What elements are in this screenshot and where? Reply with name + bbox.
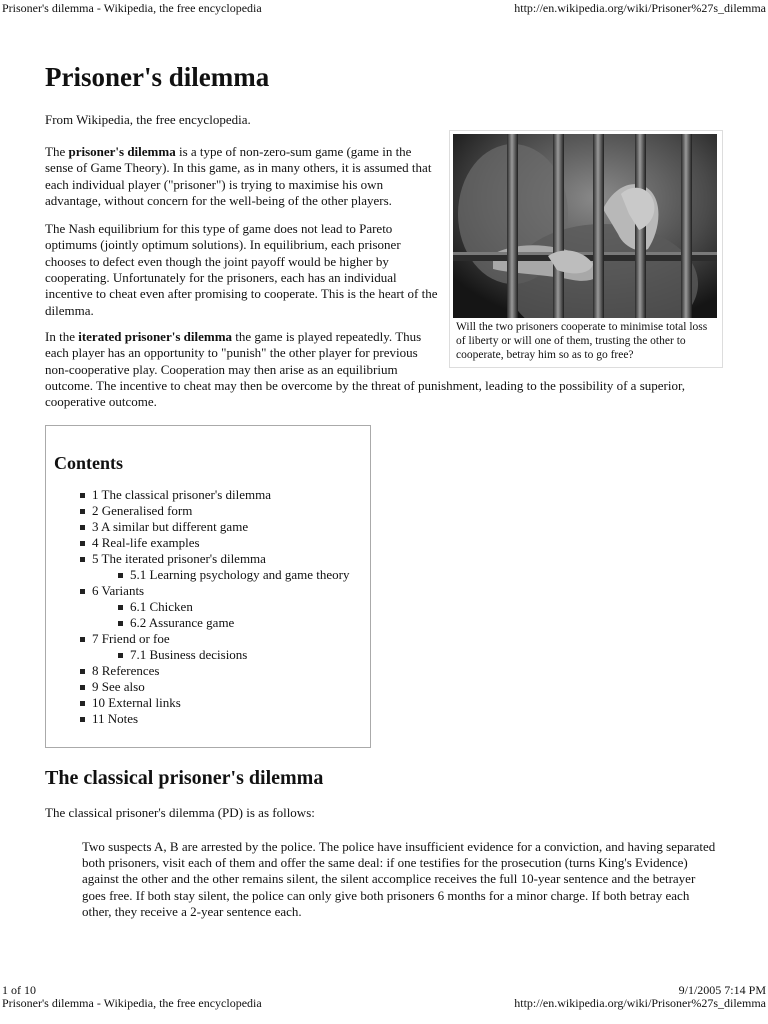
- section-intro: The classical prisoner's dilemma (PD) is as follows:: [45, 805, 315, 821]
- term-iterated-dilemma: iterated prisoner's dilemma: [78, 328, 233, 344]
- toc-item[interactable]: [80, 551, 362, 583]
- toc-link[interactable]: 4 Real-life examples: [92, 535, 200, 551]
- toc-list: [54, 487, 362, 727]
- toc-item[interactable]: [80, 711, 362, 727]
- intro-paragraph-1: The prisoner's dilemma is a type of non-zero-sum game (game in the sense of Game Theory). In this game, as in many others, it is assumed that each individual player ("prisoner") is trying to maximise his own advantage, without concern for the well-being of the other players.: [45, 144, 432, 208]
- toc-link[interactable]: 5 The iterated prisoner's dilemma: [92, 551, 266, 567]
- prison-bars-image[interactable]: [453, 134, 717, 318]
- toc-item[interactable]: [80, 679, 362, 695]
- print-footer-url: http://en.wikipedia.org/wiki/Prisoner%27s_dilemma: [514, 996, 766, 1010]
- figure-thumbnail: [449, 130, 723, 368]
- intro-paragraph-3: In the iterated prisoner's dilemma the game is played repeatedly. Thus each player has an opportunity to "punish" the other player for previous non-cooperative play. Cooperation may then arise as an equilibrium outcome. The incentive to cheat may then be overcome by the threat of punishment, leading to the possibility of a superior, cooperative outcome.: [45, 328, 686, 410]
- section-heading-classical: The classical prisoner's dilemma: [45, 767, 324, 790]
- toc-sublist: [92, 599, 362, 631]
- toc-link[interactable]: 10 External links: [92, 695, 181, 711]
- toc-item[interactable]: [80, 519, 362, 535]
- page-title: Prisoner's dilemma: [45, 62, 270, 92]
- toc-subitem[interactable]: 6.2 Assurance game: [118, 615, 362, 631]
- print-footer-title: Prisoner's dilemma - Wikipedia, the free encyclopedia: [2, 996, 262, 1010]
- toc-link[interactable]: 11 Notes: [92, 711, 139, 727]
- toc-item[interactable]: [80, 583, 362, 631]
- toc-item[interactable]: [80, 631, 362, 663]
- figure-caption: Will the two prisoners cooperate to minimise total loss of liberty or will one of them, trusting the other to cooperate, betray him so as to go free?: [456, 321, 708, 361]
- article-content: [45, 60, 715, 920]
- toc-link[interactable]: 7 Friend or foe: [92, 631, 170, 647]
- toc-item[interactable]: [80, 503, 362, 519]
- prisoner-photo-icon: [453, 134, 717, 318]
- toc-link[interactable]: 6 Variants: [92, 583, 145, 599]
- toc-sublist: [92, 647, 362, 663]
- toc-link[interactable]: 3 A similar but different game: [92, 519, 249, 535]
- print-header-title: Prisoner's dilemma - Wikipedia, the free encyclopedia: [2, 1, 262, 15]
- toc-subitem[interactable]: 7.1 Business decisions: [118, 647, 362, 663]
- table-of-contents: [45, 425, 371, 748]
- toc-item[interactable]: [80, 663, 362, 679]
- toc-subitem[interactable]: 5.1 Learning psychology and game theory: [118, 567, 362, 583]
- toc-item[interactable]: [80, 487, 362, 503]
- toc-item[interactable]: [80, 695, 362, 711]
- toc-link[interactable]: 2 Generalised form: [92, 503, 193, 519]
- classical-dilemma-quote: Two suspects A, B are arrested by the police. The police have insufficient evidence for a conviction, and having separated both prisoners, visit each of them and offer the same deal: if one testifies for the prosecution (turns King's Evidence) against the other and the other remains silent, the silent accomplice receives the full 10-year sentence and the betrayer goes free. If both stay silent, the police can only give both prisoners 6 months for a minor charge. If both betray each other, they receive a 2-year sentence each.: [82, 838, 716, 919]
- print-header-url: http://en.wikipedia.org/wiki/Prisoner%27s_dilemma: [514, 1, 766, 15]
- print-datetime: 9/1/2005 7:14 PM: [678, 983, 766, 997]
- term-prisoners-dilemma: prisoner's dilemma: [68, 144, 176, 159]
- toc-title: Contents: [54, 453, 124, 474]
- toc-link[interactable]: 1 The classical prisoner's dilemma: [92, 487, 271, 503]
- page-counter: 1 of 10: [2, 983, 36, 997]
- intro-paragraph-2: The Nash equilibrium for this type of game does not lead to Pareto optimums (jointly optimum solutions). In equilibrium, each prisoner chooses to defect even though the joint payoff would be higher by cooperating. Unfortunately for the prisoners, each has an individual incentive to cheat even after promising to cooperate. This is the heart of the dilemma.: [45, 221, 438, 318]
- toc-link[interactable]: 9 See also: [92, 679, 145, 695]
- toc-item[interactable]: [80, 535, 362, 551]
- toc-link[interactable]: 8 References: [92, 663, 160, 679]
- toc-sublist: [92, 567, 362, 583]
- site-subtitle: From Wikipedia, the free encyclopedia.: [45, 112, 251, 127]
- toc-subitem[interactable]: 6.1 Chicken: [118, 599, 362, 615]
